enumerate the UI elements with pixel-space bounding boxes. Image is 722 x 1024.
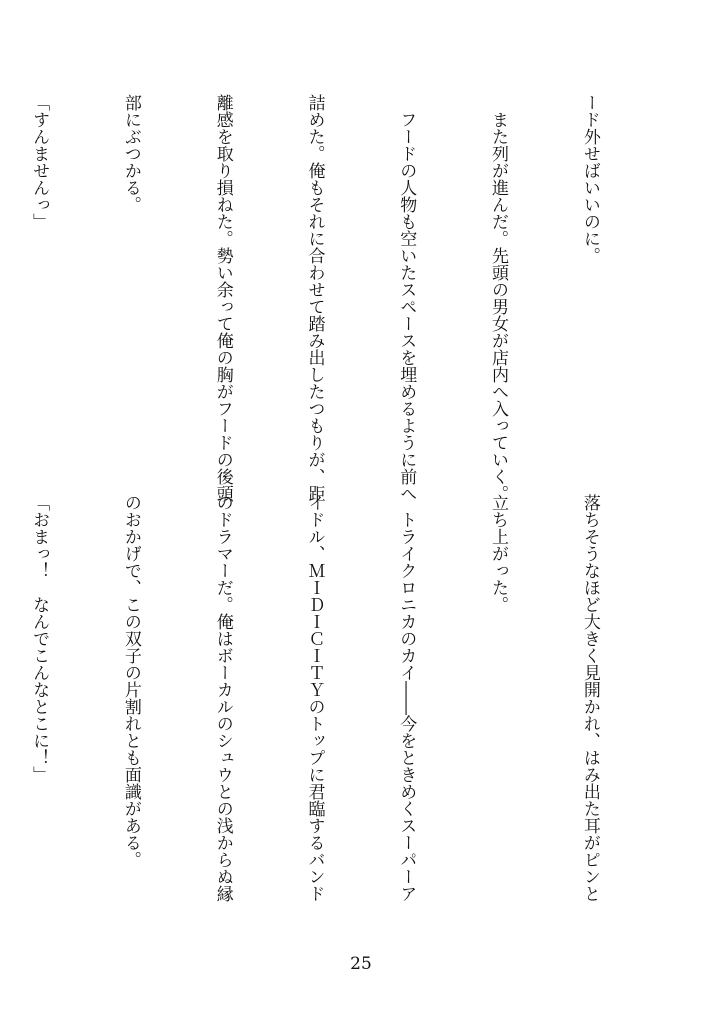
text-line: 離感を取り損ねた。勢い余って俺の胸がフードの後頭: [212, 94, 233, 502]
text-line: フードの人物も空いたスペースを埋めるように前へ: [396, 94, 417, 502]
text-line: ード外せばいいのに。: [579, 94, 600, 264]
text-line: 「すんませんっ」: [29, 94, 50, 230]
text-block-bottom: [29, 494, 666, 924]
text-line: トライクロニカのカイ――今をときめくスーパーア: [396, 494, 417, 902]
text-line: 立ち上がった。: [488, 494, 509, 613]
text-line: 落ちそうなほど大きく見開かれ、はみ出た耳がピンと: [579, 494, 600, 902]
text-line: また列が進んだ。先頭の男女が店内へ入っていく。: [488, 94, 509, 502]
page-number: 25: [350, 954, 372, 974]
text-line: 部にぶつかる。: [120, 94, 141, 213]
text-block-top: [29, 94, 666, 502]
text-line: 詰めた。俺もそれに合わせて踏み出したつもりが、距: [304, 94, 325, 502]
text-line: イドル、ＭＩＤＩＣＩＴＹのトップに君臨するバンド: [304, 494, 325, 902]
text-line: 「おまっ！ なんでこんなとこに！」: [29, 494, 50, 783]
text-line: のおかげで、この双子の片割れとも面識がある。: [120, 494, 141, 868]
text-line: のドラマーだ。俺はボーカルのシュウとの浅からぬ縁: [212, 494, 233, 902]
